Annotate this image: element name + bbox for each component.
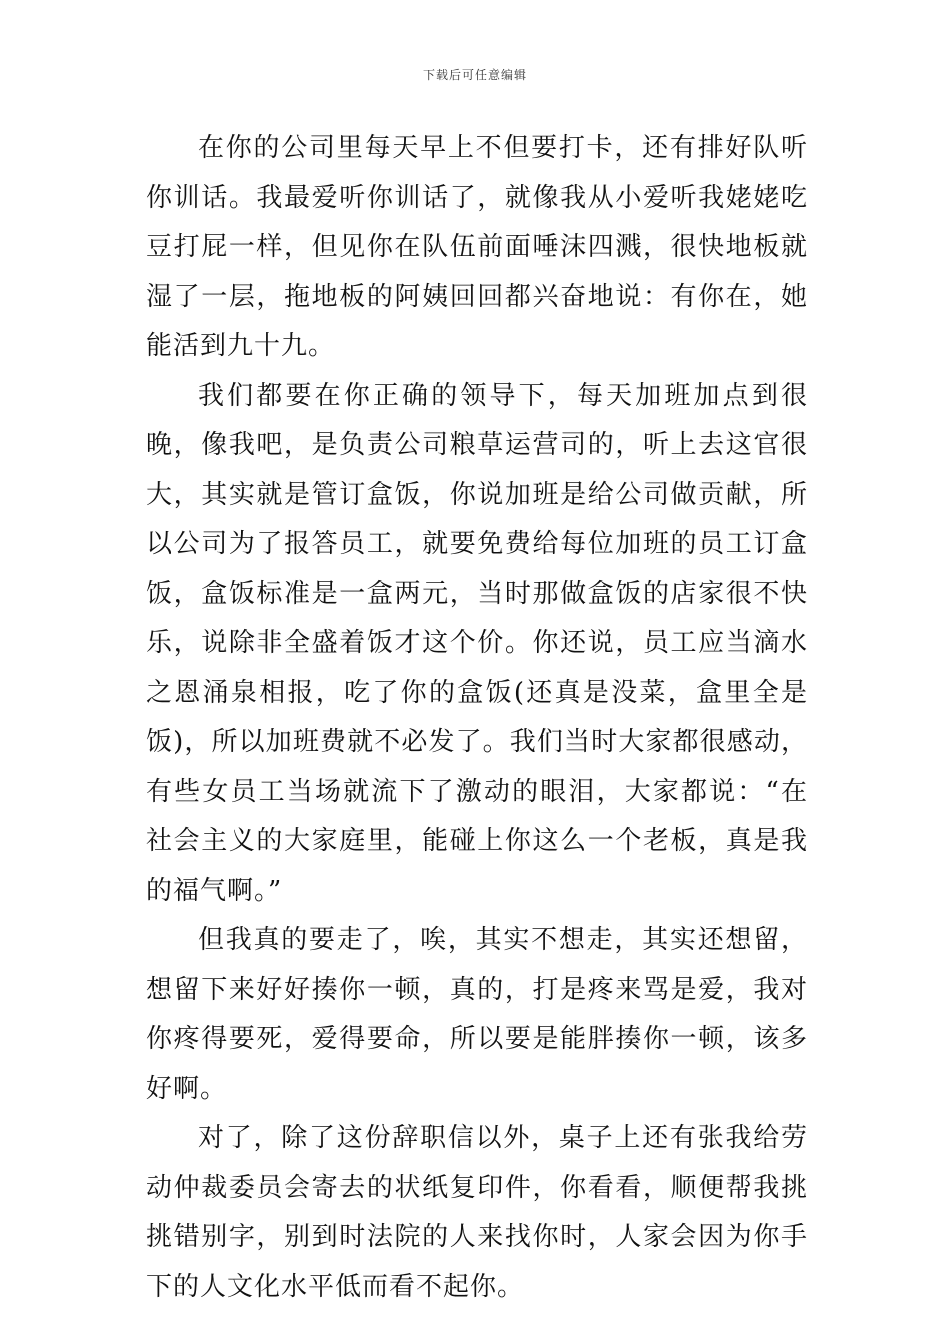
paragraph-4: 对了，除了这份辞职信以外，桌子上还有张我给劳动仲裁委员会寄去的状纸复印件，你看看，顺便帮我挑挑错别字，别到时法院的人来找你时，人家会因为你手下的人文化水平低而看不起你。 <box>146 1123 808 1302</box>
paragraph-1: 在你的公司里每天早上不但要打卡，还有排好队听你训话。我最爱听你训话了，就像我从小爱听我姥姥吃豆打屁一样，但见你在队伍前面唾沫四溅，很快地板就湿了一层，拖地板的阿姨回回都兴奋地说：有你在，她能活到九十九。 <box>146 133 808 361</box>
paragraph-2: 我们都要在你正确的领导下，每天加班加点到很晚，像我吧，是负责公司粮草运营司的，听上去这官很大，其实就是管订盒饭，你说加班是给公司做贡献，所以公司为了报答员工，就要免费给每位加班的员工订盒饭，盒饭标准是一盒两元，当时那做盒饭的店家很不快乐，说除非全盛着饭才这个价。你还说，员工应当滴水之恩涌泉相报，吃了你的盒饭(还真是没菜，盒里全是饭)，所以加班费就不必发了。我们当时大家都很感动，有些女员工当场就流下了激动的眼泪，大家都说：“在社会主义的大家庭里，能碰上你这么一个老板，真是我的福气啊。” <box>146 380 808 906</box>
paragraph-3: 但我真的要走了，唉，其实不想走，其实还想留，想留下来好好揍你一顿，真的，打是疼来骂是爱，我对你疼得要死，爱得要命，所以要是能胖揍你一顿，该多好啊。 <box>146 925 808 1104</box>
header-note: 下载后可任意编辑 <box>422 68 527 82</box>
document-body <box>146 124 808 1312</box>
